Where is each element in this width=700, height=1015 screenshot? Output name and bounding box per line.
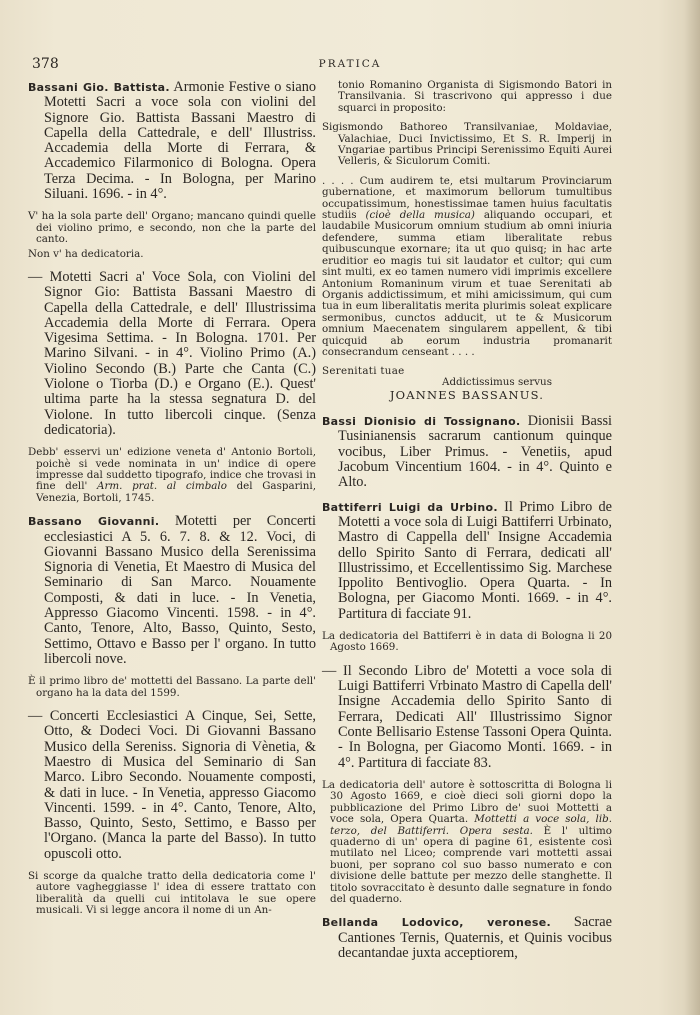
- entry-bassani: [28, 80, 316, 202]
- entry-bellanda: [322, 915, 612, 961]
- entry-body: Motetti per Concerti ecclesiastici A 5. 6. 7. 8. & 12. Voci, di Giovanni Bassano Musico della Serenissima Signoria di Venetia, Et Maestro di Musica del Seminario di San Marco. Nouamente Composti, & dati in luce. - In Venetia, Appresso Giacomo Vincenti. 1598. - in 4°. Canto, Tenore, Alto, Basso, Quinto, Sesto, Settimo, Ottavo e Basso per l' organo. In tutto libercoli nove.: [44, 513, 316, 667]
- note: Si scorge da qualche tratto della dedicatoria come l' autore vagheggiasse l' idea di essere trattato con liberalità da quelli cui intitolava le sue opere musicali. Vi si legge ancora il nome di un An-: [28, 870, 316, 917]
- left-column: [28, 80, 316, 927]
- running-title: PRATICA: [318, 58, 382, 70]
- page-number: 378: [32, 56, 59, 72]
- page-gutter-shadow: [684, 0, 700, 1015]
- running-header: [26, 56, 674, 74]
- entry-bassano: [28, 514, 316, 667]
- note: Debb' esservi un' edizione veneta d' Antonio Bortoli, poichè si vede nominata in un' indice di opere impresse dal suddetto tipografo, indice che trovasi in fine dell' Arm. prat. al cimbalo del Gasparini, Venezia, Bortoli, 1745.: [28, 446, 316, 504]
- note: La dedicatoria del Battiferri è in data di Bologna li 20 Agosto 1669.: [322, 630, 612, 654]
- entry-continuation: — Il Secondo Libro de' Motetti a voce sola di Luigi Battiferri Vrbinato Mastro di Capella dell' Insigne Accademia dello Spirito Santo di Ferrara, Dedicati All' Illustrissimo Signor Conte Bellisario Estense Tassoni Opera Quinta. - In Bologna, per Giacomo Monti. 1669. - in 4°. Partitura di facciate 83.: [322, 662, 612, 771]
- entry-body: Sacrae Cantiones Ternis, Quaternis, et Quinis vocibus decantandae juxta acceptiorem,: [338, 914, 612, 961]
- entry-heading: Battiferri Luigi da Urbino.: [322, 500, 498, 514]
- entry-body: Il Primo Libro de Motetti a voce sola di Luigi Battiferri Urbinato, Mastro di Cappella dell' Insigne Accademia dello Spirito Santo di Ferrara, dedicati all' Illustrissimo, et Eccellentissimo Sig. Marchese Ippolito Bentivoglio. Opera Quarta. - In Bologna, per Giacomo Monti. 1669. - in 4°. Partitura di facciate 91.: [338, 498, 613, 622]
- note: Non v' ha dedicatoria.: [28, 247, 144, 260]
- entry-heading: Bassi Dionisio di Tossignano.: [322, 415, 521, 429]
- entry-body: Dionisii Bassi Tusinianensis sacrarum cantionum quinque vocibus, Liber Primus. - Venetiis, apud Jacobum Vincentium 1604. - in 4°. Quinto e Alto.: [338, 413, 612, 491]
- entry-battiferri: [322, 500, 612, 622]
- entry-heading: Bassani Gio. Battista.: [28, 81, 170, 94]
- entry-heading: Bassano Giovanni.: [28, 515, 160, 529]
- right-column: [322, 80, 612, 970]
- dedication-quote: . . . . Cum audirem te, etsi multarum Provinciarum gubernatione, et maximorum bellorum tumultibus occupatissimum, honestissimae tamen huius facultatis studiis (cioè della musica) aliquando occupari, et laudabile Musicorum omnium studium ab omni iniuria defendere, summa etiam liberalitate rebus quibuscunque exornare; ita ut quo quisq; in hac arte eruditior eo magis tui sit laudator et cultor; qui cum sint multi, ex eo tamen numero vidi imprimis excellere Antonium Romaninum virum et tuae Serenitati ab Organis addictissimum, et mihi amicissimum, qui cum tua in eum liberalitatis merita plurimis soleat explicare sermonibus, cunctos adducit, ut te & Musicorum omnium Maecenatem singularem appellent, & tibi quicquid ab eorum industria promanarit consecrandum censeant . . . .: [322, 174, 612, 358]
- entry-continuation: — Concerti Ecclesiastici A Cinque, Sei, Sette, Otto, & Dodeci Voci. Di Giovanni Bassano Musico della Sereniss. Signoria di Vènetia, & Maestro di Musica del Seminario di San Marco. Libro Secondo. Nouamente composti, & dati in luce. - In Venetia, appresso Giacomo Vincenti. 1599. - in 4°. Canto, Tenore, Alto, Basso, Quinto, Sesto, Settimo, e Basso per l'Organo. (Manca la parte del Basso). In tutto opuscoli otto.: [28, 708, 316, 862]
- entry-body: Armonie Festive o siano Motetti Sacri a voce sola con violini del Signore Gio. Battista Bassani Maestro di Capella della Cattedrale, e dell' Illustriss. Accademia della Morte di Ferrara, & Accademico Filarmonico di Bologna. Opera Terza Decima. - In Bologna, per Marino Siluani. 1696. - in 4°.: [44, 79, 316, 203]
- entry-heading: Bellanda Lodovico, veronese.: [322, 916, 551, 930]
- note: La dedicatoria dell' autore è sottoscritta di Bologna li 30 Agosto 1669, e cioè dieci soli giorni dopo la pubblicazione del Primo Libro de' suoi Mottetti a voce sola, Opera Quarta. Mottetti a voce sola, lib. terzo, del Battiferri. Opera sesta. È l' ultimo quaderno di un' opera di pagine 61, esistente così mutilato nel Liceo; comprende vari mottetti assai buoni, per soprano col suo basso numerato e con divisione delle battute per mezzo delle stanghette. Il titolo sovraccitato è desunto dalle segnature in fondo del quaderno.: [322, 778, 612, 905]
- entry-continuation: — Motetti Sacri a' Voce Sola, con Violini del Signor Gio: Battista Bassani Maestro di Capella della Cattedrale, e dell' Illustrissima Accademia della Morte di Ferrara. Opera Vigesima Settima. - In Bologna. 1701. Per Marino Silvani. - in 4°. Violino Primo (A.) Violino Secondo (B.) Parte che Canta (C.) Violone o Tiorba (D.) e Organo (E.). Quest' ultima parte ha la stessa segnatura D. del Violone. In tutto libercoli cinque. (Senza dedicatoria).: [28, 269, 316, 438]
- dedication-address: Sigismondo Bathoreo Transilvaniae, Moldaviae, Valachiae, Duci Invictissimo, Et S. R. Imperij in Vngariae partibus Principi Serenissimo Equiti Aurei Velleris, & Siculorum Comiti.: [322, 121, 612, 168]
- note: V' ha la sola parte dell' Organo; mancano quindi quelle dei violino primo, e secondo, non che la parte del canto.: [28, 210, 316, 246]
- entry-bassi: [322, 414, 612, 490]
- signature-line: Addictissimus servus: [442, 375, 552, 388]
- signature-line: Serenitati tuae: [322, 365, 405, 378]
- signature-name: JOANNES BASSANUS.: [389, 388, 545, 403]
- note: È il primo libro de' mottetti del Bassano. La parte dell' organo ha la data del 1599.: [28, 675, 316, 699]
- note-continuation: tonio Romanino Organista di Sigismondo Batori in Transilvania. Si trascrivono qui appresso i due squarci in proposito:: [338, 79, 612, 114]
